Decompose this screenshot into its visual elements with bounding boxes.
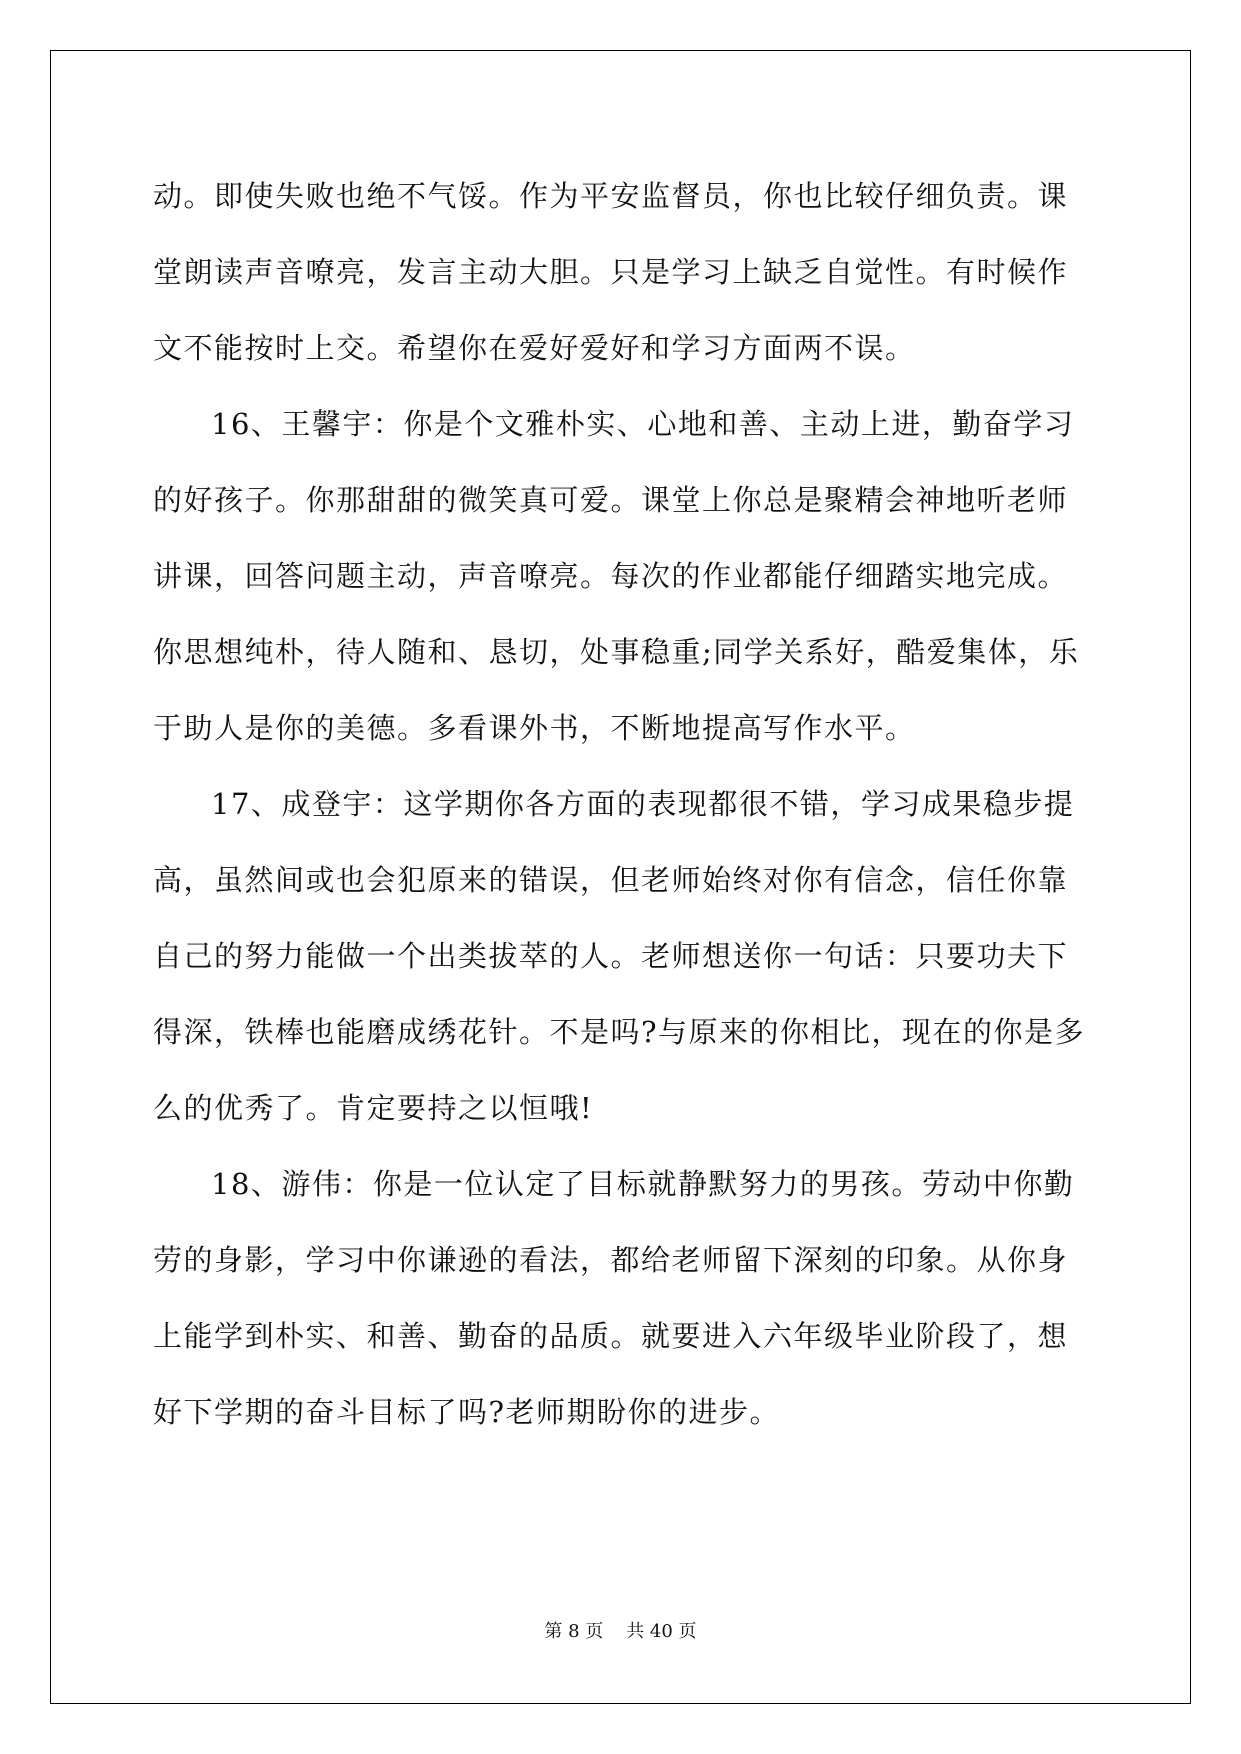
paragraph-start-line: 17、成登宇：这学期你各方面的表现都很不错，学习成果稳步提 [211,787,1075,821]
text-line: 的好孩子。你那甜甜的微笑真可爱。课堂上你总是聚精会神地听老师 [153,483,1069,517]
document-body [153,158,1088,1450]
page-number-footer: 第 8 页 共 40 页 [544,1621,697,1642]
text-line: 得深，铁棒也能磨成绣花针。不是吗?与原来的你相比，现在的你是多 [153,1015,1086,1049]
paragraph-start-line: 16、王馨宇：你是个文雅朴实、心地和善、主动上进，勤奋学习 [211,407,1075,441]
paragraph-start-line: 18、游伟：你是一位认定了目标就静默努力的男孩。劳动中你勤 [211,1167,1075,1201]
text-line: 好下学期的奋斗目标了吗?老师期盼你的进步。 [153,1395,781,1429]
text-line: 讲课，回答问题主动，声音嘹亮。每次的作业都能仔细踏实地完成。 [153,559,1069,593]
text-line: 上能学到朴实、和善、勤奋的品质。就要进入六年级毕业阶段了，想 [153,1319,1069,1353]
text-line: 文不能按时上交。希望你在爱好爱好和学习方面两不误。 [153,331,916,365]
text-line: 自己的努力能做一个出类拔萃的人。老师想送你一句话：只要功夫下 [153,939,1069,973]
text-line: 堂朗读声音嘹亮，发言主动大胆。只是学习上缺乏自觉性。有时候作 [153,255,1069,289]
text-line: 你思想纯朴，待人随和、恳切，处事稳重;同学关系好，酷爱集体，乐 [153,635,1080,669]
text-line: 动。即使失败也绝不气馁。作为平安监督员，你也比较仔细负责。课 [153,179,1069,213]
text-line: 高，虽然间或也会犯原来的错误，但老师始终对你有信念，信任你靠 [153,863,1069,897]
text-line: 劳的身影，学习中你谦逊的看法，都给老师留下深刻的印象。从你身 [153,1243,1069,1277]
text-line: 于助人是你的美德。多看课外书，不断地提高写作水平。 [153,711,916,745]
text-line: 么的优秀了。肯定要持之以恒哦! [153,1091,594,1125]
